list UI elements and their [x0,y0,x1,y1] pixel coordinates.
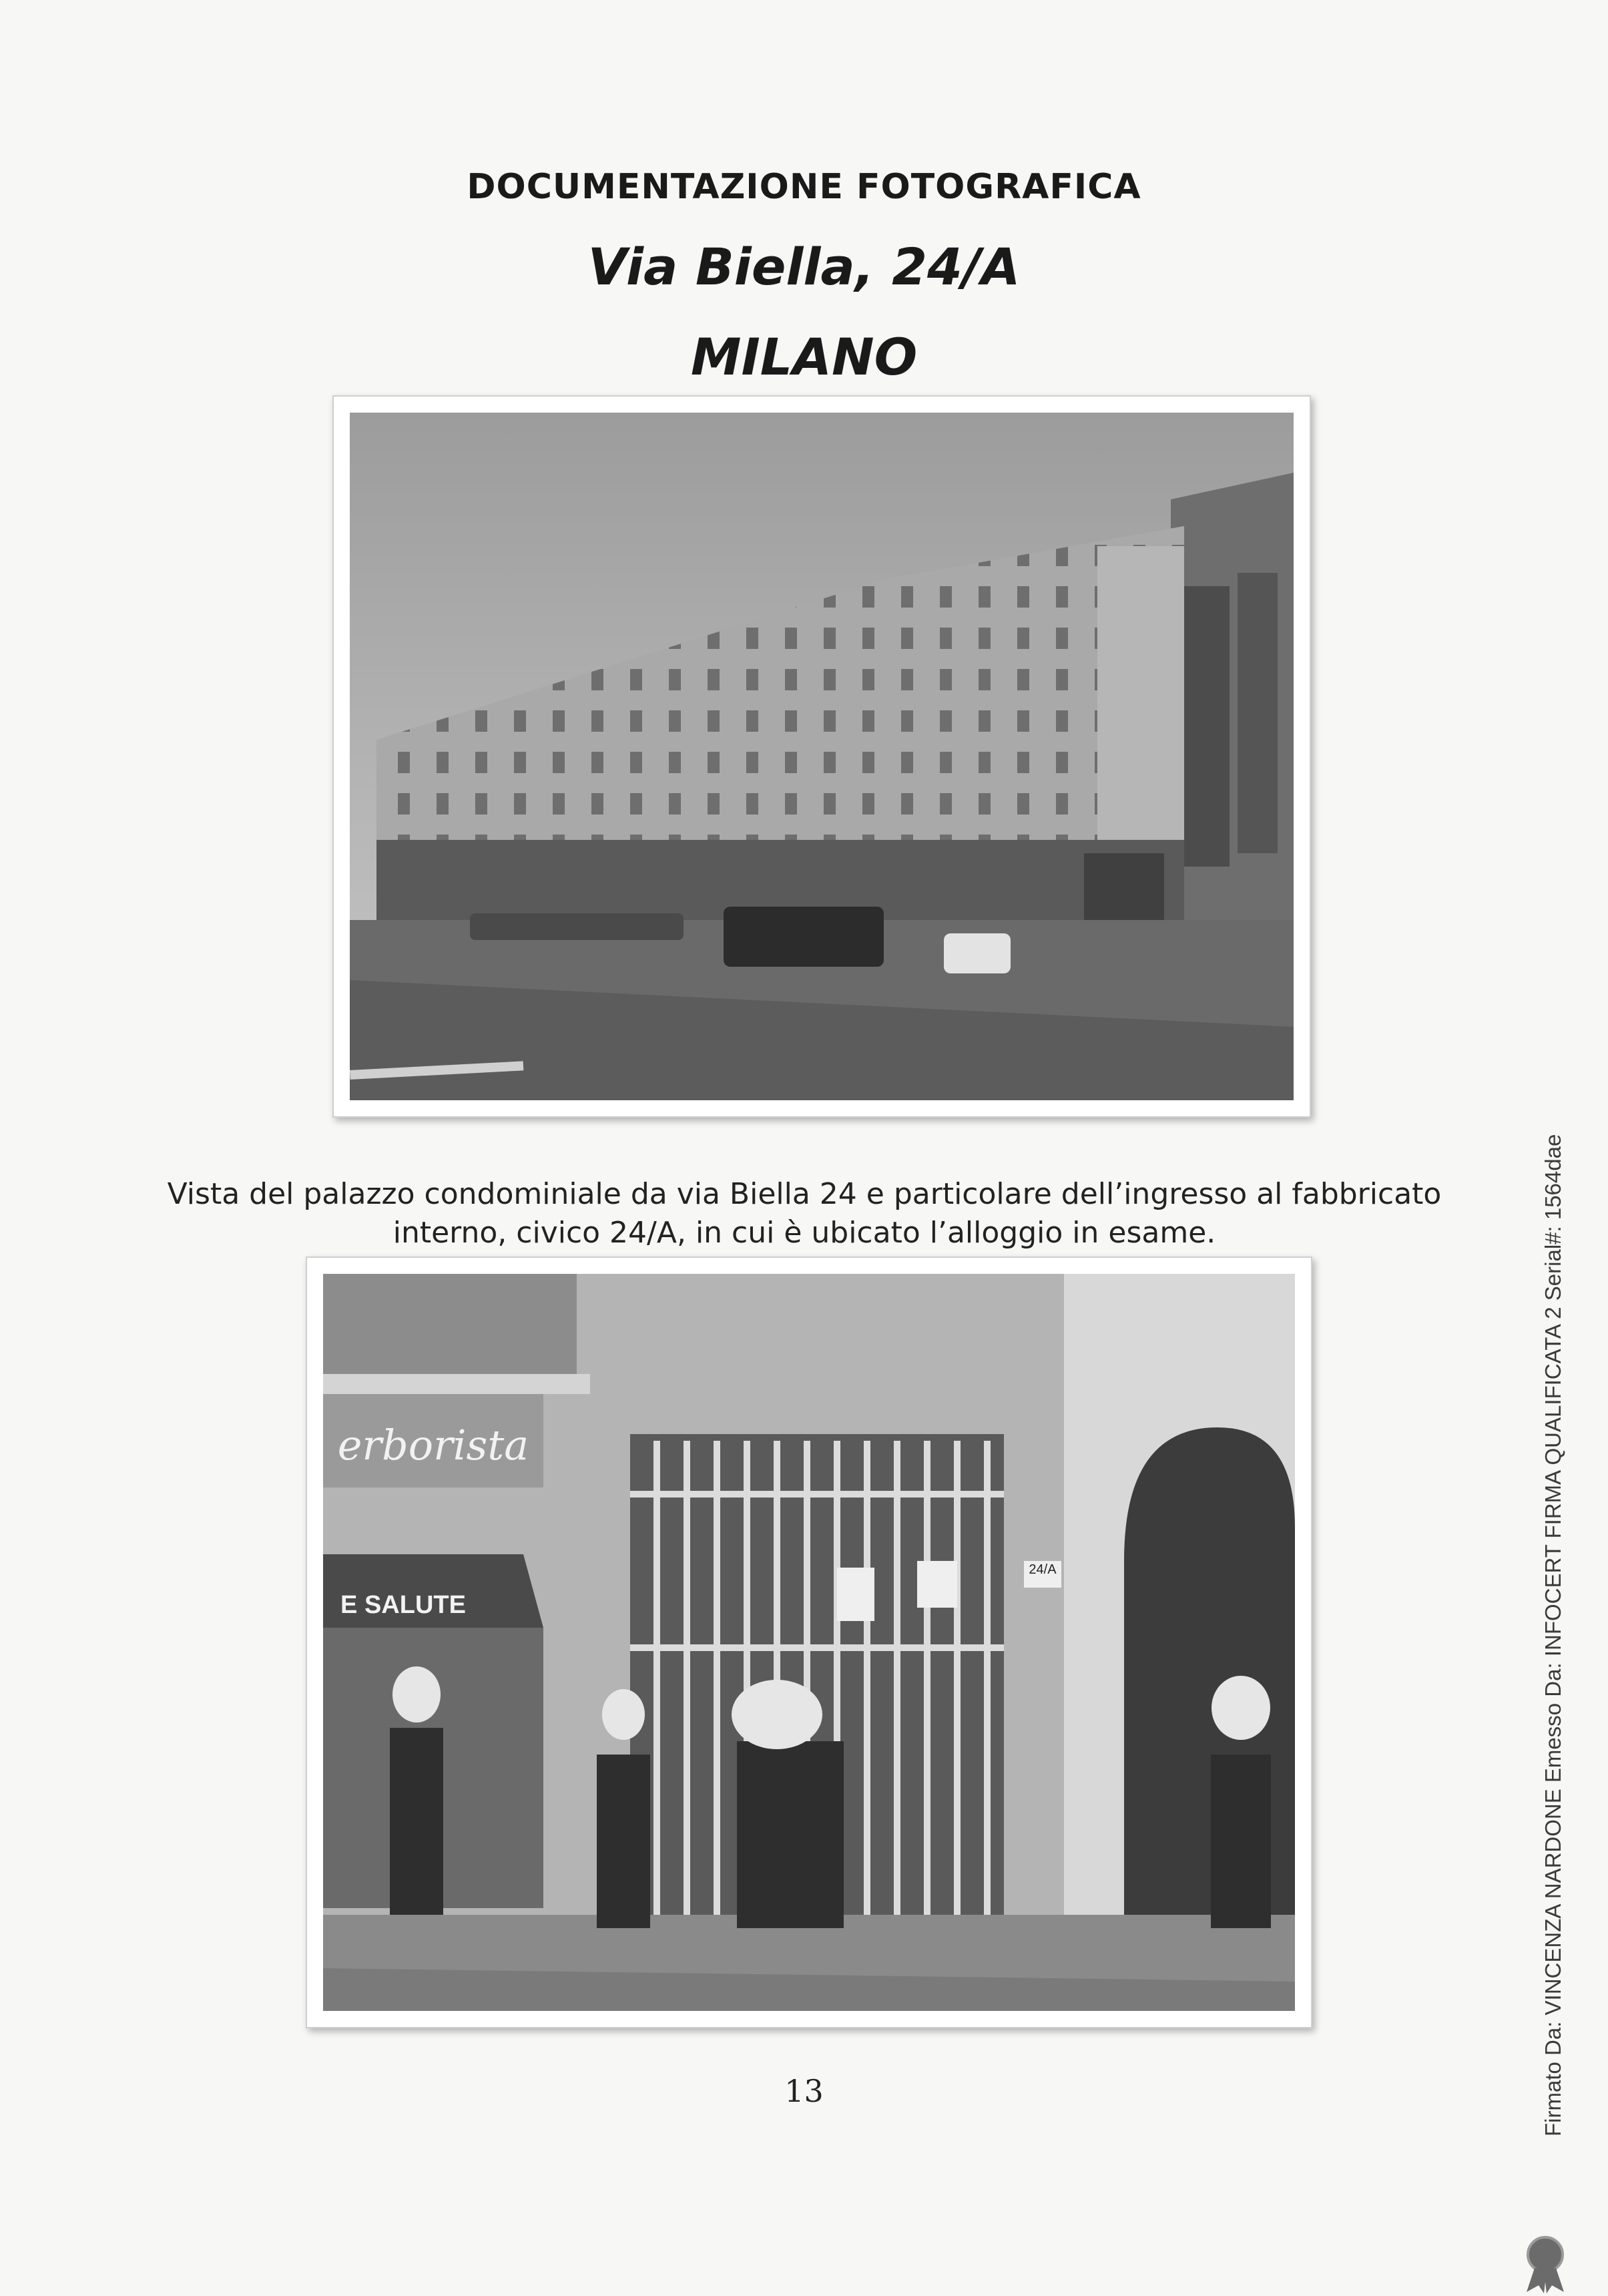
photo-building-facade [350,413,1294,1100]
photo-frame-entrance [306,1256,1312,2028]
shop-sign-text: erborista [337,1421,529,1469]
caption-line-2: interno, civico 24/A, in cui è ubicato l’alloggio in esame. [392,1216,1216,1250]
ribbon-seal-icon [1505,2233,1585,2296]
page-number: 13 [784,2073,824,2109]
city-heading: MILANO [690,327,918,387]
photo-frame-facade [332,395,1311,1118]
caption-line-1: Vista del palazzo condominiale da via Biella 24 e particolare dell’ingresso al fabbricato [167,1177,1442,1211]
awning-text: E SALUTE [340,1591,466,1619]
digital-signature-text: Firmato Da: VINCENZA NARDONE Emesso Da: INFOCERT FIRMA QUALIFICATA 2 Serial#: 1564dae [1541,1134,1565,2136]
page-title: DOCUMENTAZIONE FOTOGRAFICA [467,167,1141,207]
address-heading: Via Biella, 24/A [587,237,1021,296]
house-number-plate: 24/A [1029,1562,1057,1577]
photo-caption [160,1175,1448,1252]
photo-building-entrance [323,1274,1295,2011]
